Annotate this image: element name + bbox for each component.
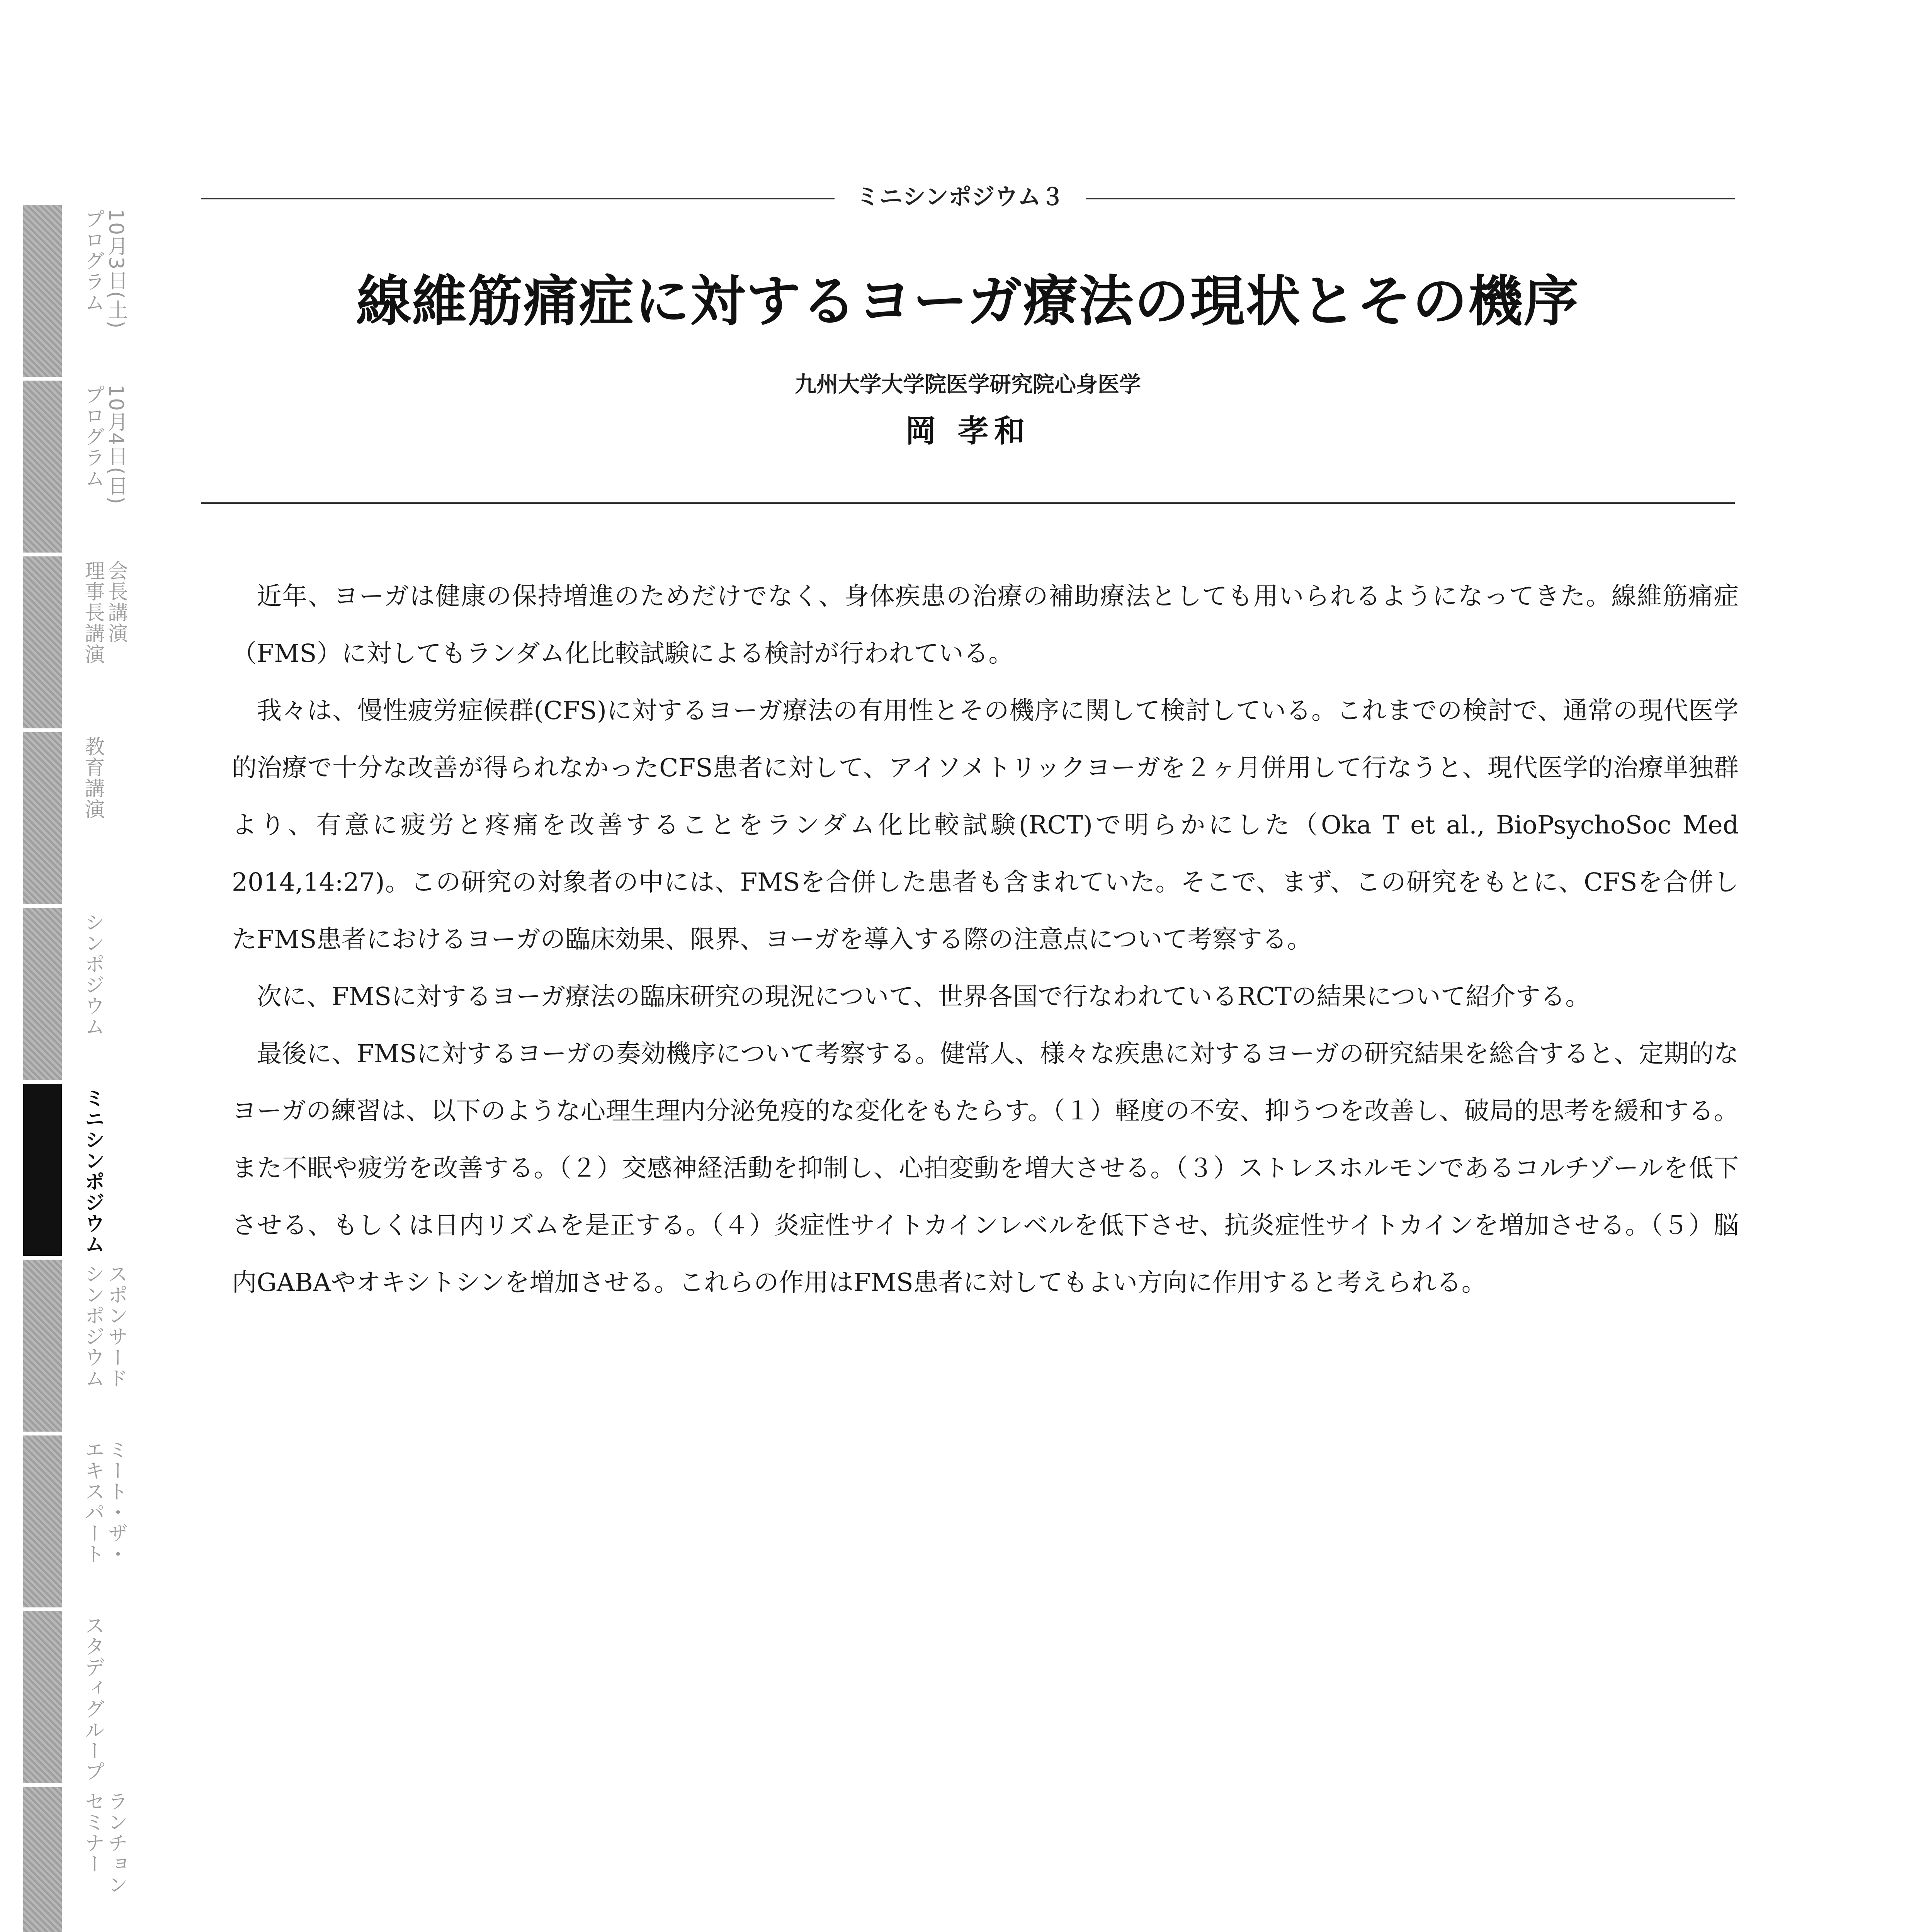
author-affiliation: 九州大学大学院医学研究院心身医学 [795, 372, 1141, 397]
index-tab-marker [23, 1611, 62, 1783]
index-tab-label: シンポジウム [81, 912, 104, 1037]
abstract-paragraph: 近年、ヨーガは健康の保持増進のためだけでなく、身体疾患の治療の補助療法としても用いられるようになってきた。線維筋痛症（FMS）に対してもランダム化比較試験による検討が行われている。 [232, 582, 1739, 668]
header-rule-right [1086, 198, 1735, 199]
index-tab-label: ランチョン セミナー [81, 1791, 128, 1895]
index-tab-marker [23, 1260, 62, 1432]
index-tab-marker [23, 556, 62, 728]
index-tab-luncheon-seminar[interactable] [23, 1787, 151, 1932]
header-divider [201, 502, 1735, 504]
index-tab-study-group[interactable] [23, 1611, 151, 1783]
index-tab-label: 会長講演 理事長講演 [81, 560, 128, 665]
index-tab-marker [23, 732, 62, 904]
index-tab-meet-the-expert[interactable] [23, 1435, 151, 1607]
section-label: ミニシンポジウム３ [856, 184, 1064, 211]
index-tab-label: スポンサード シンポジウム [81, 1264, 128, 1389]
abstract-paragraph: 我々は、慢性疲労症候群(CFS)に対するヨーガ療法の有用性とその機序に関して検討している。これまでの検討で、通常の現代医学的治療で十分な改善が得られなかったCFS患者に対して、アイソメトリックヨーガを２ヶ月併用して行なうと、現代医学的治療単独群より、有意に疲労と疼痛を改善することをランダム化比較試験(RCT)で明らかにした（Oka T et al., BioPsychoSoc Med 2014,14:27)。この研究の対象者の中には、FMSを合併した患者も含まれていた。そこで、まず、この研究をもとに、CFSを合併したFMS患者におけるヨーガの臨床効果、限界、ヨーガを導入する際の注意点について考察する。 [232, 696, 1739, 954]
index-tab-marker [23, 1435, 62, 1607]
index-tab-label: 教育講演 [81, 736, 104, 820]
author-name: 岡 孝和 [905, 413, 1030, 449]
index-tab-label: 10月4日(日) プログラム [81, 384, 128, 505]
section-index-sidebar [23, 205, 151, 1932]
index-tab-oct3-program[interactable] [23, 205, 151, 377]
index-tab-oct4-program[interactable] [23, 381, 151, 553]
index-tab-label: ミニシンポジウム [81, 1088, 104, 1255]
header-rule-left [201, 198, 835, 199]
index-tab-label: ミート・ザ・ エキスパート [81, 1439, 128, 1565]
index-tab-marker [23, 1084, 62, 1256]
index-tab-sponsored-symposium[interactable] [23, 1260, 151, 1432]
index-tab-marker [23, 1787, 62, 1932]
abstract-paragraph: 最後に、FMSに対するヨーガの奏効機序について考察する。健常人、様々な疾患に対するヨーガの研究結果を総合すると、定期的なヨーガの練習は、以下のような心理生理内分泌免疫的な変化をもたらす。（１）軽度の不安、抑うつを改善し、破局的思考を緩和する。また不眠や疲労を改善する。（２）交感神経活動を抑制し、心拍変動を増大させる。（３）ストレスホルモンであるコルチゾールを低下させる、もしくは日内リズムを是正する。（４）炎症性サイトカインレベルを低下させ、抗炎症性サイトカインを増加させる。（５）脳内GABAやオキシトシンを増加させる。これらの作用はFMS患者に対してもよい方向に作用すると考えられる。 [232, 1039, 1739, 1297]
index-tab-marker [23, 205, 62, 377]
index-tab-presidential-lecture[interactable] [23, 556, 151, 728]
index-tab-label: 10月3日(土) プログラム [81, 209, 128, 329]
index-tab-educational-lecture[interactable] [23, 732, 151, 904]
article-title: 線維筋痛症に対するヨーガ療法の現状とその機序 [356, 269, 1579, 333]
index-tab-marker [23, 908, 62, 1080]
index-tab-mini-symposium[interactable] [23, 1084, 151, 1256]
abstract-body [232, 568, 1739, 1311]
abstract-paragraph: 次に、FMSに対するヨーガ療法の臨床研究の現況について、世界各国で行なわれているRCTの結果について紹介する。 [257, 982, 1590, 1011]
index-tab-symposium[interactable] [23, 908, 151, 1080]
index-tab-label: スタディグループ [81, 1615, 104, 1782]
index-tab-marker [23, 381, 62, 553]
